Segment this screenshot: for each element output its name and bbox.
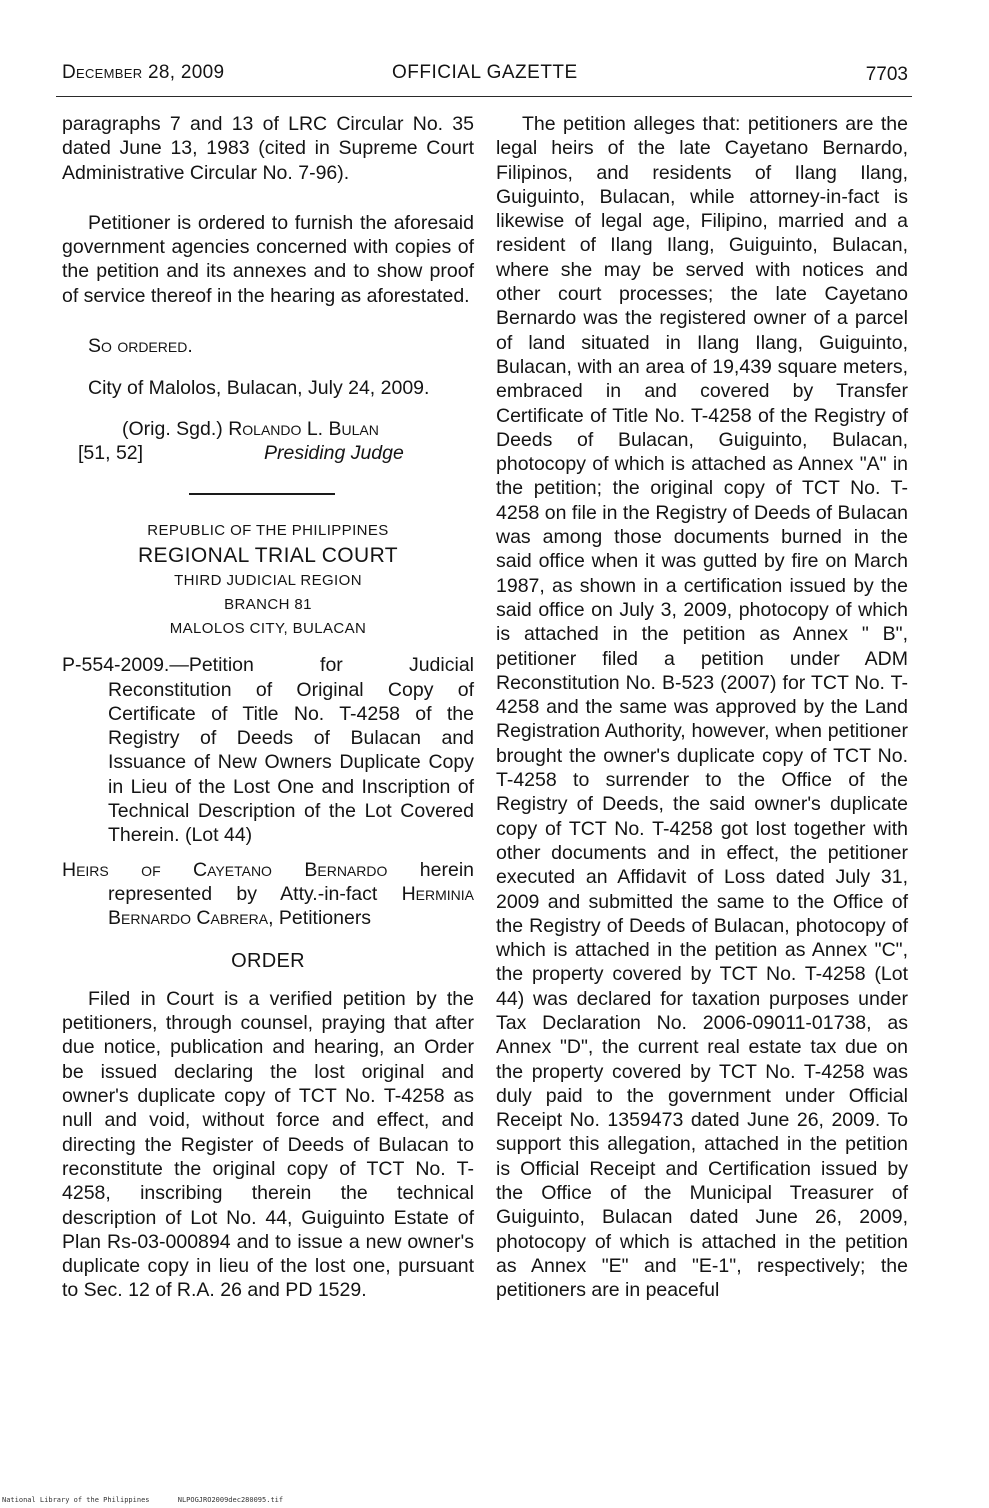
- header-title: OFFICIAL GAZETTE: [392, 62, 578, 83]
- header-date: December 28, 2009: [62, 62, 225, 83]
- judge-name: Rolando L. Bulan: [228, 417, 379, 440]
- petition-allegations: The petition alleges that: petitioners are the legal heirs of the late Cayetano Bernardo, Filipinos, and residents of Ilang Ilang, Guiguinto, Bulacan, while attorney-in-fact is likewise of legal age, Filipino, married and a resident of Ilang Ilang, Guiguinto, Bulacan, where she may be served with notices and other court processes; the late Cayetano Bernardo was the registered owner of a parcel of land situated in Ilang Ilang, Guiguinto, Bulacan, with an area of 19,439 square meters, embraced in and covered by Transfer Certificate of Title No. T-4258 of the Registry of Deeds of Bulacan, Guiguinto, Bulacan, photocopy of which is attached as Annex "A" in the petition; the original copy of TCT No. T-4258 on file in the Registry of Deeds of Bulacan was among those documents burned in the said office when it was gutted by fire on March 1987, as shown in a certification issued by the said office on July 3, 2009, photocopy of which is attached in the petition as Annex " B", petitioner filed a petition under ADM Reconstitution No. B-523 (2007) for TCT No. T-4258 and the same was approved by the Land Registration Authority, however, when petitioner brought the owner's duplicate copy of TCT No. T-4258 to surrender to the Office of the Registry of Deeds, the said owner's duplicate copy of TCT No. T-4258 got lost together with other documents and in effect, the petitioner executed an Affidavit of Loss dated July 31, 2009 and submitted the same to the Office of the Registry of Deeds of Bulacan, photocopy of which is attached in the petition as Annex "C", the property covered by TCT No. T-4258 (Lot 44) was declared for taxation purposes under Tax Declaration No. 2006-09011-01738, as Annex "D", the current real estate tax due on the property covered by TCT No. T-4258 was duly paid to the government under Official Receipt No. 1359473 dated June 26, 2009. To support this allegation, attached in the petition is Official Receipt and Certification issued by the Office of the Municipal Treasurer of Guiguinto, Bulacan dated June 26, 2009, photocopy of which is attached in the petition as Annex "E" and "E-1", respectively; the petitioners are in peaceful: [496, 113, 908, 1302]
- so-ordered: So ordered.: [88, 335, 193, 358]
- left-column: [62, 112, 474, 1303]
- footer-file: NLPOGJRO2009dec280095.tif: [177, 1496, 284, 1504]
- order-body: Filed in Court is a verified petition by the petitioners, through counsel, praying that after due notice, publication and hearing, an Order be issued declaring the lost original and owner's duplicate copy of TCT No. T-4258 as null and void, without force and effect, and directing the Register of Deeds of Bulacan to reconstitute the original copy of TCT No. T-4258, inscribing therein the technical description of Lot No. 44, Guiguinto Estate of Plan Rs-03-000894 and to issue a new owner's duplicate copy in lieu of the lost one, pursuant to Sec. 12 of R.A. 26 and PD 1529.: [62, 987, 474, 1302]
- left-paragraph-1: paragraphs 7 and 13 of LRC Circular No. 35 dated June 13, 1983 (cited in Supreme Court Administrative Circular No. 7-96).: [62, 113, 474, 184]
- court-republic: REPUBLIC OF THE PHILIPPINES: [147, 522, 389, 540]
- header-page-number: 7703: [865, 64, 908, 85]
- parties-heirs: Heirs of Cayetano Bernardo: [62, 858, 388, 881]
- page-header: [62, 62, 908, 92]
- footer-library: National Library of the Philippines: [2, 1496, 150, 1504]
- signature-block: [62, 417, 474, 466]
- section-divider: [189, 493, 335, 495]
- court-heading: [62, 519, 474, 641]
- right-column: [496, 112, 908, 1303]
- left-paragraph-2: Petitioner is ordered to furnish the aforesaid government agencies concerned with copies of the petition and its annexes and to show proof of service thereof in the hearing as aforestated.: [62, 211, 474, 307]
- parties-represented: herein represented by Atty.-in-fact: [108, 858, 474, 905]
- parties-attorney: Herminia Bernardo Cabrera: [108, 882, 474, 930]
- case-title: P-554-2009.—Petition for Judicial Reconstitution of Original Copy of Certificate of Title No. T-4258 of the Registry of Deeds of Bulacan and Issuance of New Owners Duplicate Copy in Lieu of the Lost One and Inscription of Technical Description of the Lot Covered Therein. (Lot 44): [62, 654, 474, 847]
- order-heading: ORDER: [231, 949, 305, 972]
- parties-petitioners: , Petitioners: [268, 907, 372, 930]
- signature-reference: [51, 52]: [78, 441, 144, 464]
- court-region: THIRD JUDICIAL REGION: [174, 572, 362, 590]
- court-name: REGIONAL TRIAL COURT: [137, 544, 399, 568]
- signature-prefix: (Orig. Sgd.): [122, 417, 223, 440]
- case-parties: [62, 858, 474, 931]
- court-location: MALOLOS CITY, BULACAN: [169, 620, 367, 638]
- header-rule: [56, 96, 912, 97]
- scan-footer: [2, 1496, 307, 1504]
- court-branch: BRANCH 81: [224, 596, 312, 614]
- judge-title: Presiding Judge: [264, 441, 404, 464]
- place-date: City of Malolos, Bulacan, July 24, 2009.: [88, 377, 430, 400]
